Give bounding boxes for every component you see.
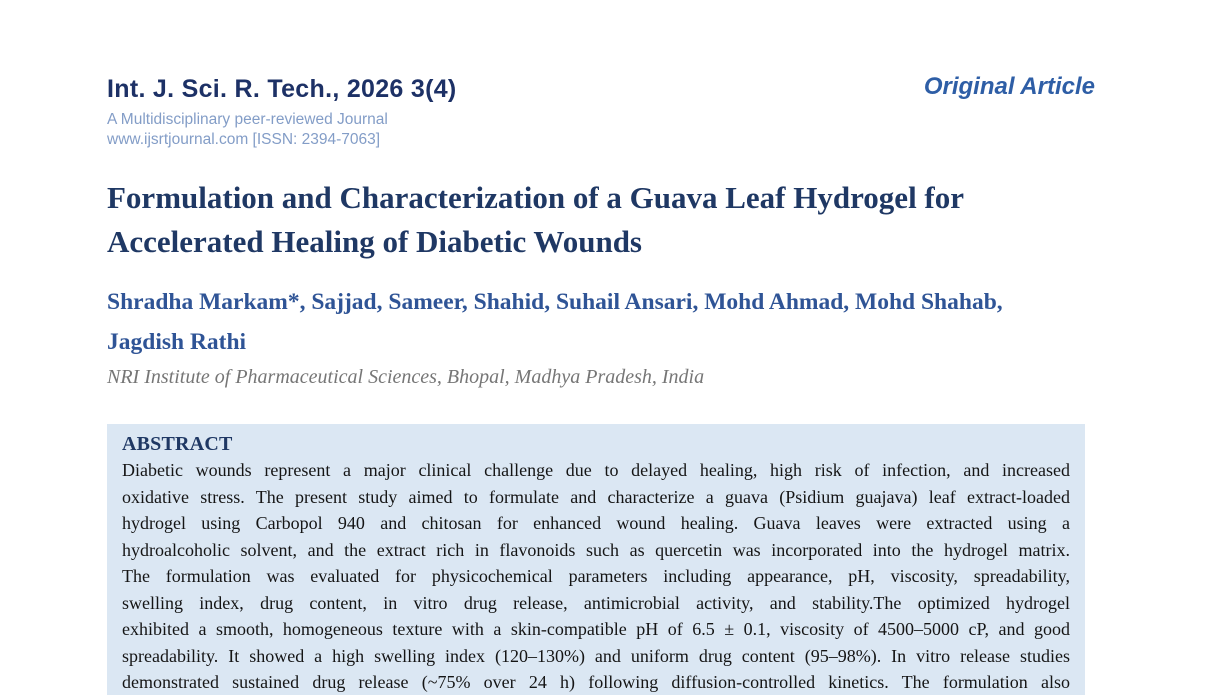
abstract-text-line: exhibited a smooth, homogeneous texture with a skin-compatible pH of 6.5 ± 0.1, viscosity of 4500–5000 cP, and good [122, 619, 1070, 639]
journal-name: Int. J. Sci. R. Tech., 2026 3(4) [107, 75, 457, 103]
abstract-text-line: swelling index, drug content, in vitro drug release, antimicrobial activity, and stability.The optimized hydrogel [122, 592, 1070, 613]
journal-website: www.ijsrtjournal.com [ISSN: 2394-7063] [107, 131, 381, 148]
abstract-text-line: demonstrated sustained drug release (~75% over 24 h) following diffusion-controlled kinetics. The formulation also [122, 672, 1070, 692]
abstract-text-line: Diabetic wounds represent a major clinical challenge due to delayed healing, high risk of infection, and increased [122, 460, 1070, 480]
abstract-text-line: spreadability. It showed a high swelling index (120–130%) and uniform drug content (95–98%). In vitro release studies [122, 645, 1070, 666]
abstract-text-line: hydroalcoholic solvent, and the extract rich in flavonoids such as quercetin was incorporated into the hydrogel matrix. [122, 539, 1070, 560]
affiliation-line: NRI Institute of Pharmaceutical Sciences, Bhopal, Madhya Pradesh, India [107, 366, 705, 388]
authors-line: Shradha Markam*, Sajjad, Sameer, Shahid, Suhail Ansari, Mohd Ahmad, Mohd Shahab, Jagdish Rathi [107, 289, 1003, 355]
abstract-heading: ABSTRACT [122, 433, 233, 455]
journal-subtitle: A Multidisciplinary peer-reviewed Journal [107, 111, 388, 128]
abstract-text-line: oxidative stress. The present study aimed to formulate and characterize a guava (Psidium guajava) leaf extract-loaded [122, 486, 1070, 507]
abstract-section [107, 424, 1085, 695]
abstract-text-line: hydrogel using Carbopol 940 and chitosan for enhanced wound healing. Guava leaves were extracted using a [122, 513, 1070, 533]
article-type-label: Original Article [923, 73, 1095, 100]
abstract-text-line: The formulation was evaluated for physicochemical parameters including appearance, pH, viscosity, spreadability, [122, 566, 1070, 586]
paper-title: Formulation and Characterization of a Guava Leaf Hydrogel for Accelerated Healing of Diabetic Wounds [107, 180, 964, 259]
journal-masthead [107, 74, 457, 150]
